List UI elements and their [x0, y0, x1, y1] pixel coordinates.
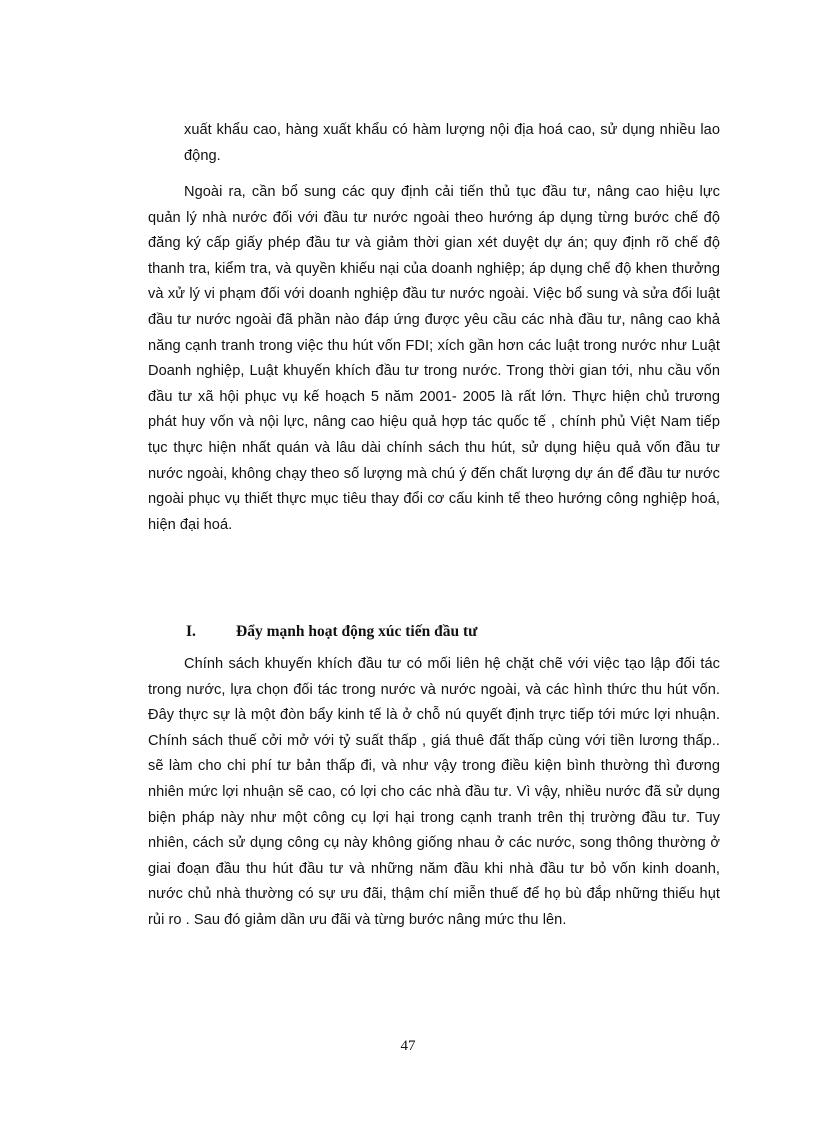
- paragraph-investment-incentives: Chính sách khuyến khích đầu tư có mối liên hệ chặt chẽ với việc tạo lập đối tác trong nước, lựa chọn đối tác trong nước và nước ngoài, và các hình thức thu hút vốn. Đây thực sự là một đòn bẩy kinh tế là ở chỗ nú quyết định trực tiếp tới mức lợi nhuận. Chính sách thuế cởi mở với tỷ suất thấp , giá thuê đất thấp cùng với tiền lương thấp.. sẽ làm cho chi phí tư bản thấp đi, và như vậy trong điều kiện bình thường thì đương nhiên mức lợi nhuận sẽ cao, có lợi cho các nhà đầu tư. Vì vậy, nhiều nước đã sử dụng biện pháp này như một công cụ lợi hại trong cạnh tranh trên thị trường đầu tư. Tuy nhiên, cách sử dụng công cụ này không giống nhau ở các nước, song thông thường ở giai đoạn đầu thu hút đầu tư và những năm đầu khi nhà đầu tư bỏ vốn kinh doanh, nước chủ nhà thường có sự ưu đãi, thậm chí miễn thuế để họ bù đắp những thiếu hụt rủi ro . Sau đó giảm dần ưu đãi và từng bước nâng mức thu lên.: [148, 656, 720, 928]
- section-heading-number: I.: [186, 623, 196, 640]
- page-number: 47: [400, 1038, 416, 1054]
- section-heading: [186, 620, 477, 644]
- paragraph-procedures: Ngoài ra, cần bổ sung các quy định cải tiến thủ tục đầu tư, nâng cao hiệu lực quản lý nhà nước đối với đầu tư nước ngoài theo hướng áp dụng từng bước chế độ đăng ký cấp giấy phép đầu tư và giảm thời gian xét duyệt dự án; quy định rõ chế độ thanh tra, kiểm tra, và quyền khiếu nại của doanh nghiệp; áp dụng chế độ khen thưởng và xử lý vi phạm đối với doanh nghiệp đầu tư nước ngoài. Việc bổ sung và sửa đổi luật đầu tư nước ngoài đã phần nào đáp ứng được yêu cầu các nhà đầu tư, nâng cao khả năng cạnh tranh trong việc thu hút vốn FDI; xích gần hơn các luật trong nước như Luật Doanh nghiệp, Luật khuyến khích đầu tư trong nước. Trong thời gian tới, nhu cầu vốn đầu tư xã hội phục vụ kế hoạch 5 năm 2001- 2005 là rất lớn. Thực hiện chủ trương phát huy vốn và nội lực, nâng cao hiệu quả hợp tác quốc tế , chính phủ Việt Nam tiếp tục thực hiện nhất quán và lâu dài chính sách thu hút, sử dụng hiệu quả vốn đầu tư nước ngoài, không chạy theo số lượng mà chú ý đến chất lượng dự án để đầu tư nước ngoài phục vụ thiết thực mục tiêu thay đổi cơ cấu kinh tế theo hướng công nghiệp hoá, hiện đại hoá.: [148, 184, 720, 533]
- paragraph-continued: xuất khẩu cao, hàng xuất khẩu có hàm lượng nội địa hoá cao, sử dụng nhiều lao động.: [184, 122, 720, 164]
- section-heading-title: Đẩy mạnh hoạt động xúc tiến đầu tư: [236, 623, 478, 640]
